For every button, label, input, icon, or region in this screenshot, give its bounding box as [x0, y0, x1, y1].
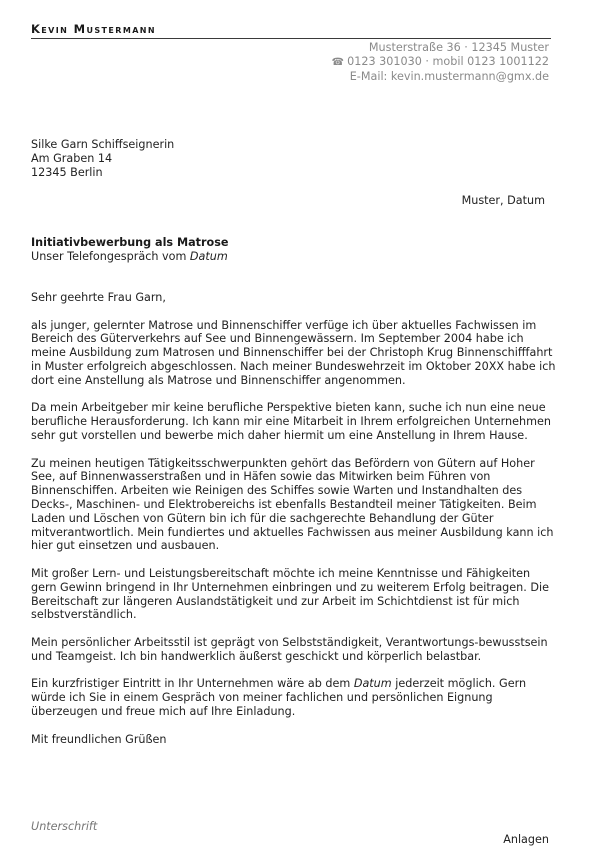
paragraph-3: Zu meinen heutigen Tätigkeitsschwerpunkten gehört das Befördern von Gütern auf Hoher See, auf Binnenwasserstraßen und in Häfen sowie das Mitwirken beim Führen von Binnenschiffen. Arbeiten wie Reinigen des Schiffes sowie Warten und Instandhalten des Decks-, Maschinen- und Elektrobereichs ist ebenfalls Bestandteil meiner Tätigkeiten. Beim Laden und Löschen von Gütern bin ich für die sachgerechte Behandlung der Güter mitverantwortlich. Mein fundiertes und aktuelles Fachwissen aus meiner Ausbildung kann ich hier gut einsetzen und ausbauen. — [31, 456, 554, 553]
attachments-label: Anlagen — [503, 833, 549, 846]
sender-phone-line — [332, 55, 549, 70]
recipient-line-3: 12345 Berlin — [31, 166, 103, 180]
letter-body — [31, 291, 556, 746]
place-date: Muster, Datum — [461, 194, 545, 207]
paragraph-5: Mein persönlicher Arbeitsstil ist geprägt von Selbstständigkeit, Verantwortungs-bewusstsein und Teamgeist. Ich bin handwerklich äußerst geschickt und körperlich belastbar. — [31, 635, 548, 663]
reference-prefix: Unser Telefongespräch vom — [31, 250, 190, 264]
header-divider — [31, 38, 551, 39]
signature-placeholder: Unterschrift — [31, 820, 98, 833]
subject-title: Initiativbewerbung als Matrose — [31, 236, 229, 249]
recipient-line-2: Am Graben 14 — [31, 152, 113, 166]
sender-address: Musterstraße 36 · 12345 Muster — [368, 41, 549, 54]
paragraph-6-start: Ein kurzfristiger Eintritt in Ihr Unternehmen wäre ab dem — [31, 677, 354, 691]
sender-email: E-Mail: kevin.mustermann@gmx.de — [349, 69, 549, 83]
sender-name: Kevin Mustermann — [31, 22, 156, 36]
subject-block — [31, 236, 228, 264]
closing: Mit freundlichen Grüßen — [31, 732, 167, 746]
recipient-line-1: Silke Garn Schiffseignerin — [31, 138, 175, 151]
paragraph-2: Da mein Arbeitgeber mir keine berufliche Perspektive bieten kann, suche ich nun eine neue berufliche Herausforderung. Ich kann mir eine Mitarbeit in Ihrem erfolgreichen Unternehmen sehr gut vorstellen und bewerbe mich daher hiermit um eine Anstellung in Ihrem Hause. — [31, 401, 551, 442]
paragraph-6-date: Datum — [353, 677, 392, 691]
phone-icon: ☎ — [331, 56, 345, 68]
subject-reference — [31, 250, 228, 264]
paragraph-1: als junger, gelernter Matrose und Binnenschiffer verfüge ich über aktuelles Fachwissen im Bereich des Güterverkehrs auf See und Binnengewässern. Im September 2004 habe ich meine Ausbildung zum Matrosen und Binnenschiffer bei der Christoph Krug Binnenschifffahrt in Muster erfolgreich abgeschlossen. Nach meiner Bundeswehrzeit im Oktober 20XX habe ich dort eine Anstellung als Matrose und Binnenschiffer angenommen. — [31, 318, 556, 387]
sender-contact — [332, 41, 549, 83]
paragraph-4: Mit großer Lern- und Leistungsbereitschaft möchte ich meine Kenntnisse und Fähigkeiten gern Gewinn bringend in Ihr Unternehmen einbringen und zu weiterem Erfolg beitragen. Die Bereitschaft zur längeren Auslandstätigkeit und zur Arbeit im Schichtdienst ist für mich selbstverständlich. — [31, 566, 549, 622]
paragraph-6-end: jederzeit möglich. Gern würde ich Sie in einem Gespräch von meiner fachlichen und persönlichen Eignung überzeugen und freue mich auf Ihre Einladung. — [31, 677, 527, 718]
reference-date: Datum — [189, 250, 228, 264]
paragraph-6 — [31, 677, 556, 718]
salutation: Sehr geehrte Frau Garn, — [31, 291, 166, 304]
recipient-address — [31, 138, 174, 181]
sender-phone: 0123 301030 · mobil 0123 1001122 — [347, 54, 549, 68]
